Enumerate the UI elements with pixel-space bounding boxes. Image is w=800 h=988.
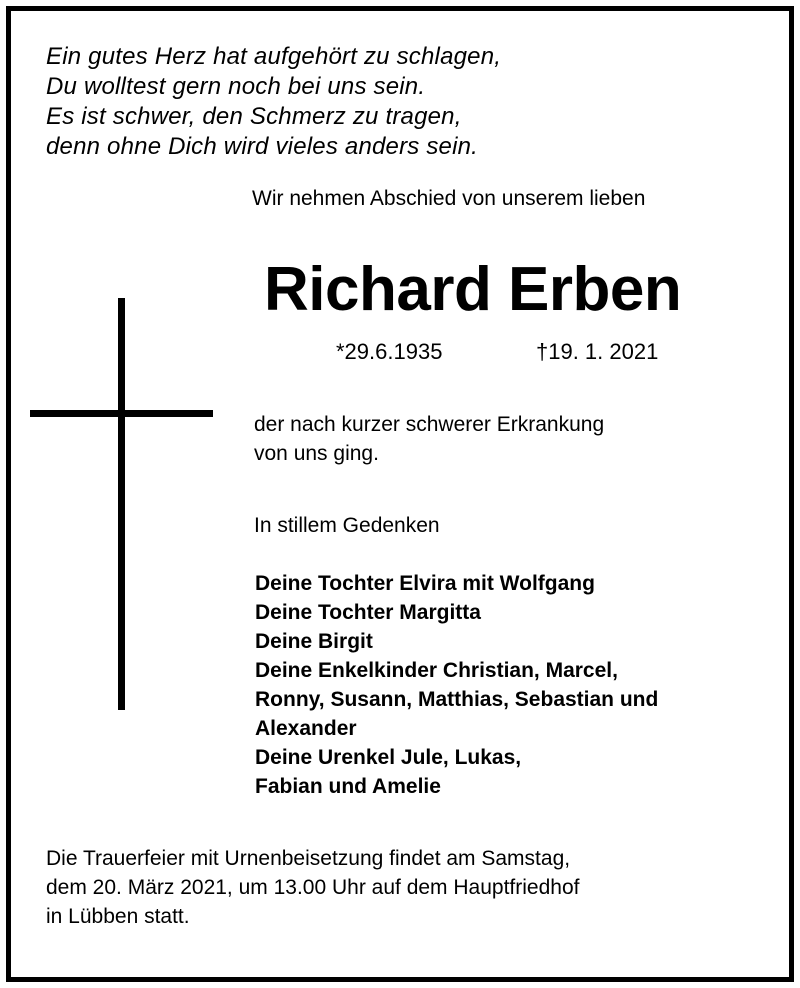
poem-line: Ein gutes Herz hat aufgehört zu schlagen, xyxy=(46,43,502,70)
funeral-service-note xyxy=(46,844,579,931)
mourner-line: Deine Urenkel Jule, Lukas, xyxy=(255,746,522,769)
poem-line: denn ohne Dich wird vieles anders sein. xyxy=(46,133,479,160)
mourner-line: Deine Birgit xyxy=(255,630,373,653)
mourner-line: Deine Tochter Margitta xyxy=(255,601,481,624)
deceased-name: Richard Erben xyxy=(264,255,682,324)
mourner-line: Deine Enkelkinder Christian, Marcel, xyxy=(255,659,618,682)
mourners-list xyxy=(255,569,658,801)
farewell-intro: Wir nehmen Abschied von unserem lieben xyxy=(252,187,646,210)
memory-heading: In stillem Gedenken xyxy=(254,514,440,537)
service-line: dem 20. März 2021, um 13.00 Uhr auf dem Hauptfriedhof xyxy=(46,876,580,899)
poem-line: Du wolltest gern noch bei uns sein. xyxy=(46,73,426,100)
cross-icon xyxy=(118,298,125,710)
passing-line: der nach kurzer schwerer Erkrankung xyxy=(254,413,605,436)
mourner-line: Fabian und Amelie xyxy=(255,775,441,798)
service-line: Die Trauerfeier mit Urnenbeisetzung findet am Samstag, xyxy=(46,847,571,870)
passing-note xyxy=(254,410,604,468)
birth-date: *29.6.1935 xyxy=(336,339,443,364)
passing-line: von uns ging. xyxy=(254,442,379,465)
mourner-line: Ronny, Susann, Matthias, Sebastian und xyxy=(255,688,659,711)
mourner-line: Deine Tochter Elvira mit Wolfgang xyxy=(255,572,595,595)
mourner-line: Alexander xyxy=(255,717,357,740)
service-line: in Lübben statt. xyxy=(46,905,190,928)
death-date: †19. 1. 2021 xyxy=(536,339,659,364)
cross-icon-bar xyxy=(30,410,213,417)
poem xyxy=(46,42,501,162)
poem-line: Es ist schwer, den Schmerz zu tragen, xyxy=(46,103,462,130)
